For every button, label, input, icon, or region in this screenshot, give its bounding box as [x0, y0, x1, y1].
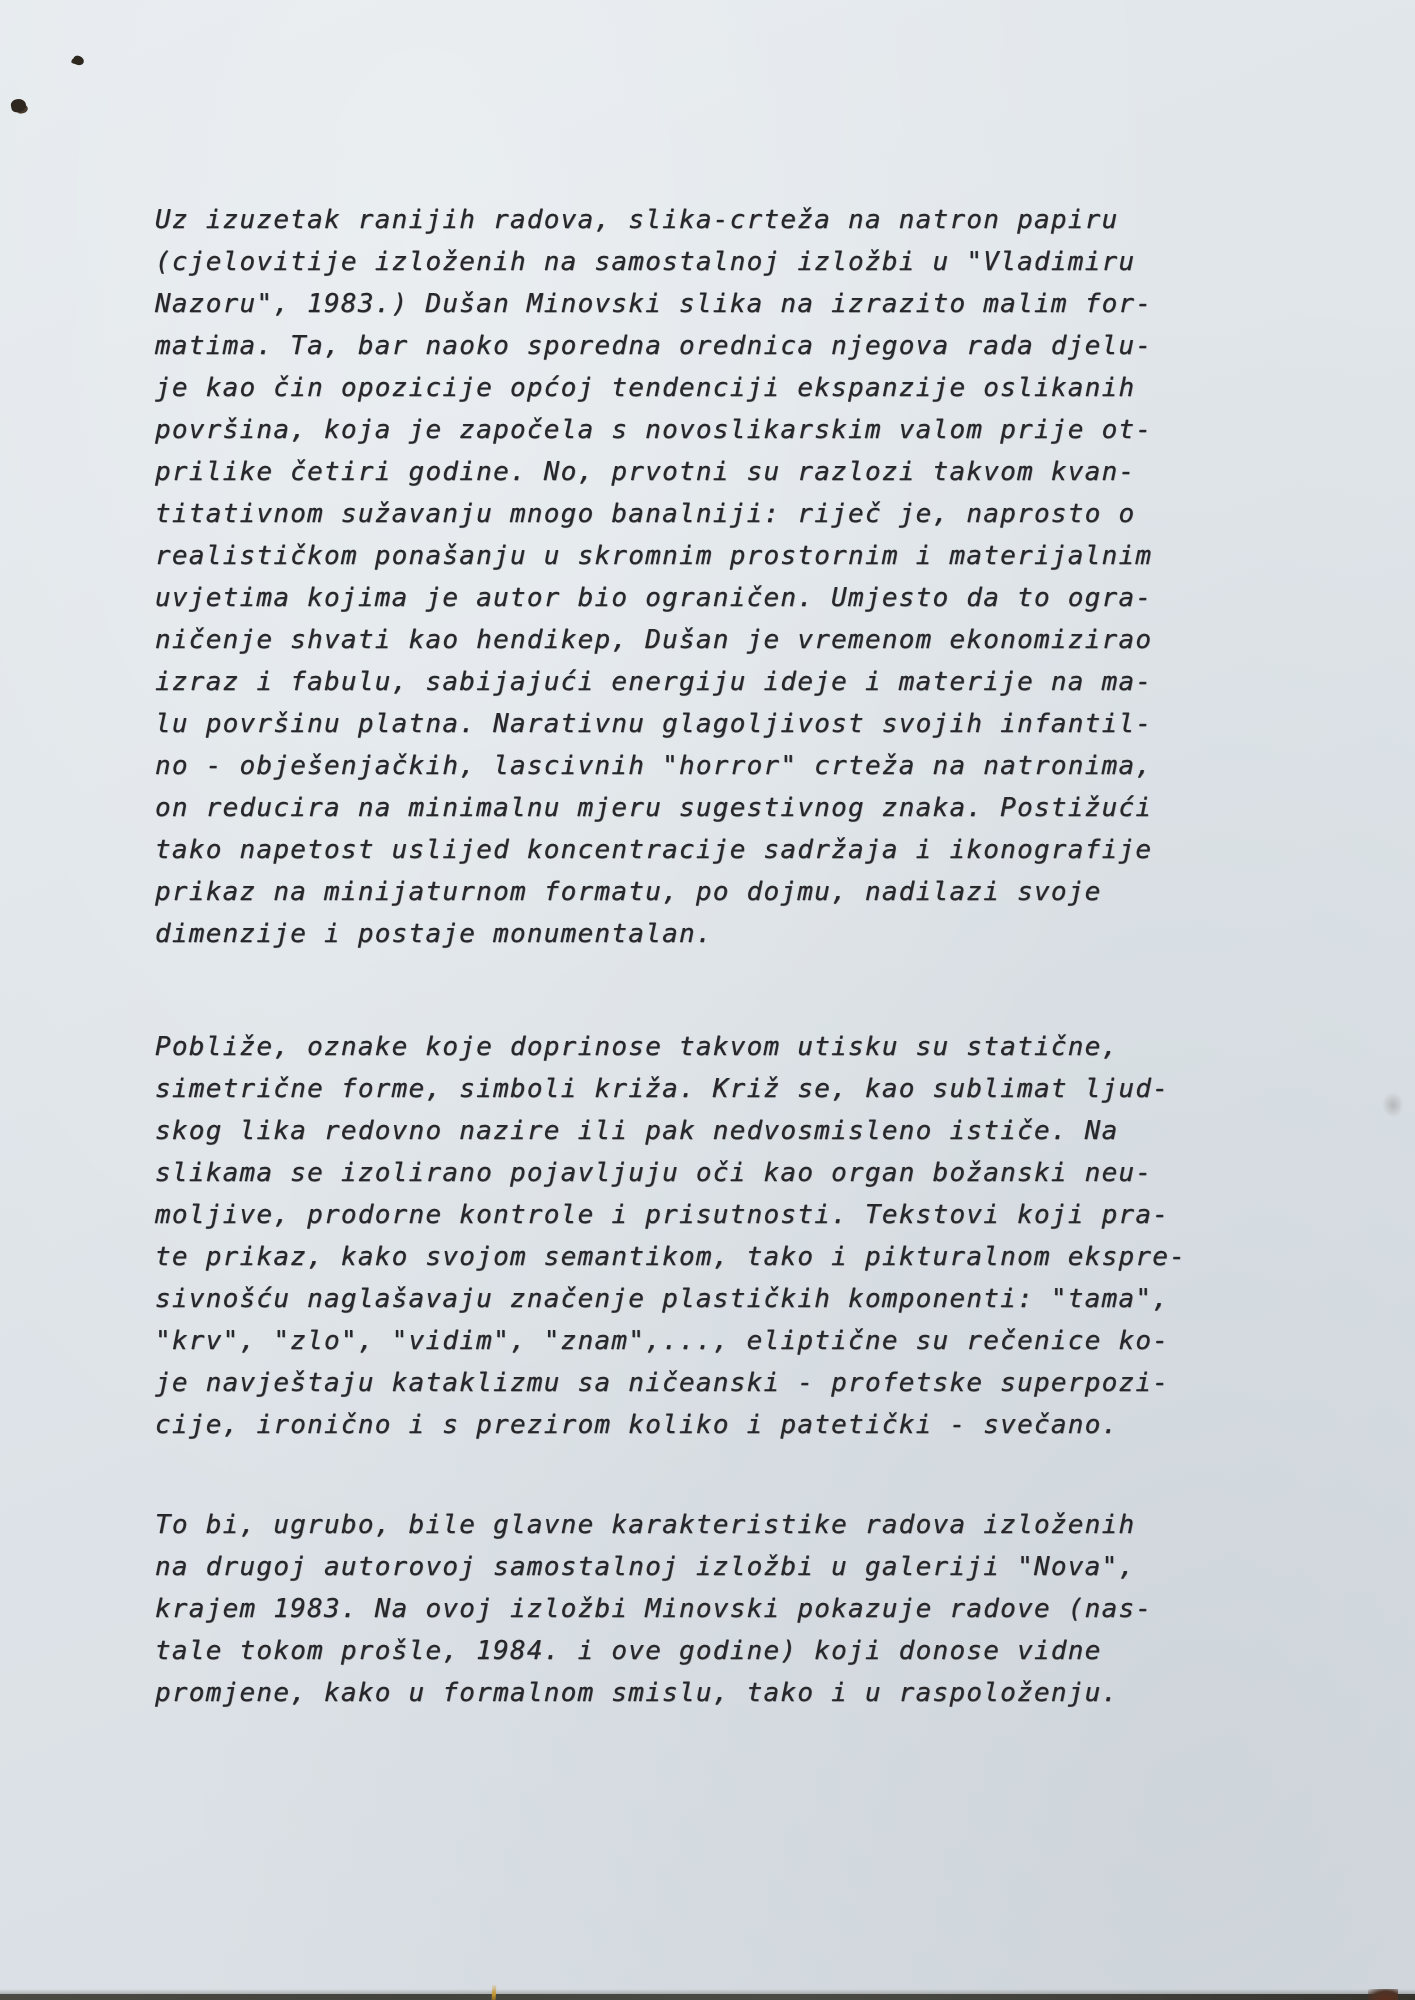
text-line: Nazoru", 1983.) Dušan Minovski slika na izrazito malim for- — [155, 289, 1153, 319]
text-line: (cjelovitije izloženih na samostalnoj izložbi u "Vladimiru — [155, 247, 1136, 277]
text-line: sivnošću naglašavaju značenje plastičkih komponenti: "tama", — [155, 1284, 1170, 1314]
text-line: je kao čin opozicije općoj tendenciji ekspanzije oslikanih — [155, 373, 1136, 403]
scan-smudge — [1382, 1092, 1404, 1118]
text-line: titativnom sužavanju mnogo banalniji: riječ je, naprosto o — [155, 499, 1136, 529]
text-line: tale tokom prošle, 1984. i ove godine) koji donose vidne — [155, 1636, 1102, 1666]
text-line: prilike četiri godine. No, prvotni su razlozi takvom kvan- — [155, 457, 1136, 487]
scan-edge-stain — [1368, 1989, 1398, 2000]
text-line: skog lika redovno nazire ili pak nedvosmisleno ističe. Na — [155, 1116, 1119, 1146]
text-line: moljive, prodorne kontrole i prisutnosti. Tekstovi koji pra- — [155, 1200, 1170, 1230]
paragraph-3 — [155, 1504, 1375, 1714]
text-line: To bi, ugrubo, bile glavne karakteristike radova izloženih — [155, 1510, 1136, 1540]
text-line: matima. Ta, bar naoko sporedna orednica njegova rada djelu- — [155, 331, 1153, 361]
paragraph-2 — [155, 1026, 1375, 1446]
text-line: slikama se izolirano pojavljuju oči kao organ božanski neu- — [155, 1158, 1153, 1188]
text-line: uvjetima kojima je autor bio ograničen. Umjesto da to ogra- — [155, 583, 1153, 613]
text-line: prikaz na minijaturnom formatu, po dojmu, nadilazi svoje — [155, 877, 1102, 907]
text-line: simetrične forme, simboli križa. Križ se, kao sublimat ljud- — [155, 1074, 1170, 1104]
text-line: cije, ironično i s prezirom koliko i patetički - svečano. — [155, 1410, 1119, 1440]
text-line: te prikaz, kako svojom semantikom, tako i pikturalnom ekspre- — [155, 1242, 1187, 1272]
text-line: no - obješenjačkih, lascivnih "horror" crteža na natronima, — [155, 751, 1153, 781]
text-line: "krv", "zlo", "vidim", "znam",..., eliptične su rečenice ko- — [155, 1326, 1170, 1356]
text-line: površina, koja je započela s novoslikarskim valom prije ot- — [155, 415, 1153, 445]
text-line: Pobliže, oznake koje doprinose takvom utisku su statične, — [155, 1032, 1119, 1062]
text-line: dimenzije i postaje monumentalan. — [155, 919, 713, 949]
text-line: promjene, kako u formalnom smislu, tako i u raspoloženju. — [155, 1678, 1119, 1708]
text-line: Uz izuzetak ranijih radova, slika-crteža na natron papiru — [155, 205, 1119, 235]
text-line: na drugoj autorovoj samostalnoj izložbi u galeriji "Nova", — [155, 1552, 1136, 1582]
text-line: ničenje shvati kao hendikep, Dušan je vremenom ekonomizirao — [155, 625, 1153, 655]
paragraph-1 — [155, 199, 1375, 955]
text-line: lu površinu platna. Narativnu glagoljivost svojih infantil- — [155, 709, 1153, 739]
text-line: krajem 1983. Na ovoj izložbi Minovski pokazuje radove (nas- — [155, 1594, 1153, 1624]
scan-edge-strip — [0, 1994, 1415, 2000]
scan-edge-yellow-mark — [492, 1985, 497, 2000]
text-line: on reducira na minimalnu mjeru sugestivnog znaka. Postižući — [155, 793, 1153, 823]
text-line: je navještaju kataklizmu sa ničeanski - profetske superpozi- — [155, 1368, 1170, 1398]
text-line: realističkom ponašanju u skromnim prostornim i materijalnim — [155, 541, 1153, 571]
text-line: izraz i fabulu, sabijajući energiju ideje i materije na ma- — [155, 667, 1153, 697]
text-line: tako napetost uslijed koncentracije sadržaja i ikonografije — [155, 835, 1153, 865]
